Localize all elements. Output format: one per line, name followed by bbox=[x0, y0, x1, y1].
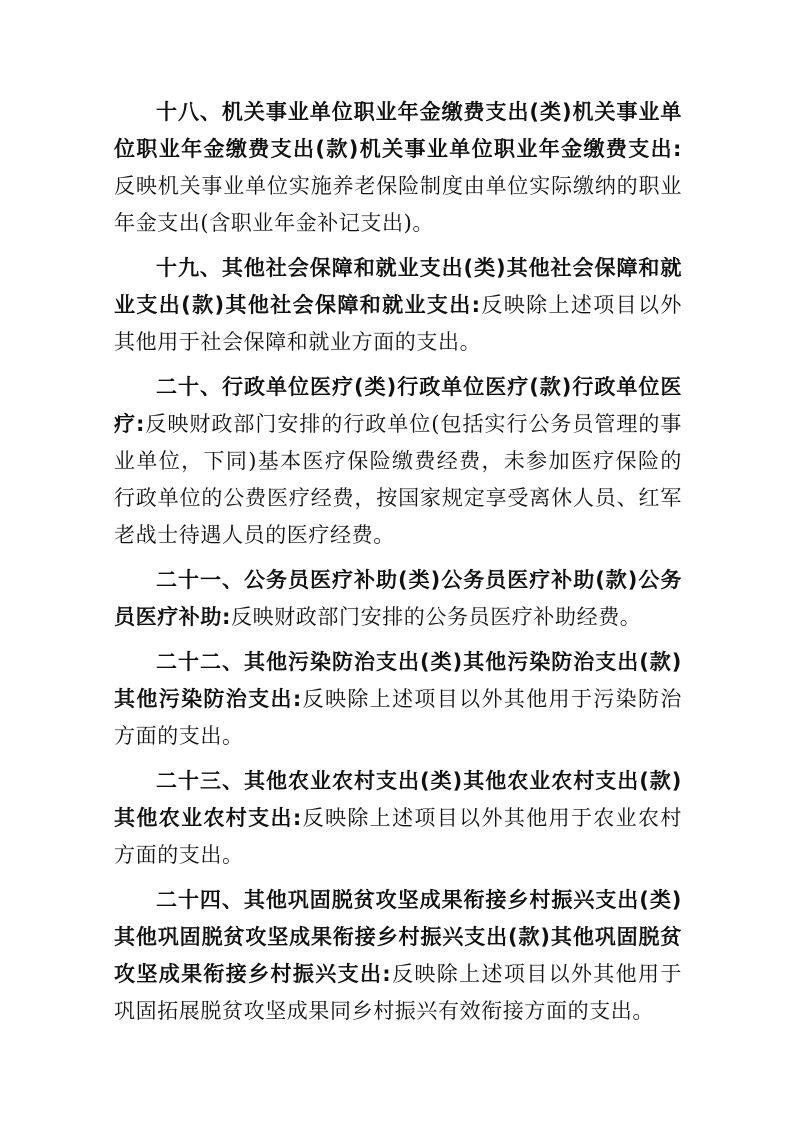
paragraph-text: 反映财政部门安排的公务员医疗补助经费。 bbox=[231, 605, 642, 629]
paragraph-text: 反映除上述项目以外其他用于农业农村方面的支出。 bbox=[114, 806, 682, 867]
paragraph-item-20 bbox=[114, 369, 682, 554]
paragraph-item-18 bbox=[114, 94, 682, 242]
paragraph-item-19 bbox=[114, 250, 682, 361]
paragraph-text: 反映除上述项目以外其他用于污染防治方面的支出。 bbox=[114, 687, 682, 748]
paragraph-heading: 十八、机关事业单位职业年金缴费支出(类)机关事业单位职业年金缴费支出(款)机关事业单位职业年金缴费支出: bbox=[114, 100, 682, 161]
paragraph-text: 反映机关事业单位实施养老保险制度由单位实际缴纳的职业年金支出(含职业年金补记支出)。 bbox=[114, 174, 682, 235]
paragraph-text: 反映财政部门安排的行政单位(包括实行公务员管理的事业单位，下同)基本医疗保险缴费经费，未参加医疗保险的行政单位的公费医疗经费，按国家规定享受离休人员、红军老战士待遇人员的医疗经费。 bbox=[114, 412, 682, 547]
paragraph-text: 反映除上述项目以外其他用于巩固拓展脱贫攻坚成果同乡村振兴有效衔接方面的支出。 bbox=[114, 962, 682, 1023]
paragraph-heading: 二十、行政单位医疗(类)行政单位医疗(款)行政单位医疗: bbox=[114, 375, 682, 436]
paragraph-heading: 十九、其他社会保障和就业支出(类)其他社会保障和就业支出(款)其他社会保障和就业支出: bbox=[114, 256, 682, 317]
paragraph-heading: 二十三、其他农业农村支出(类)其他农业农村支出(款)其他农业农村支出: bbox=[114, 769, 682, 830]
paragraph-heading: 二十四、其他巩固脱贫攻坚成果衔接乡村振兴支出(类)其他巩固脱贫攻坚成果衔接乡村振兴支出(款)其他巩固脱贫攻坚成果衔接乡村振兴支出: bbox=[114, 888, 682, 986]
paragraph-heading: 二十一、公务员医疗补助(类)公务员医疗补助(款)公务员医疗补助: bbox=[114, 568, 682, 629]
paragraph-item-21 bbox=[114, 562, 682, 636]
paragraph-item-24 bbox=[114, 882, 682, 1030]
paragraph-item-23 bbox=[114, 763, 682, 874]
document-body bbox=[114, 94, 682, 1038]
paragraph-text: 反映除上述项目以外其他用于社会保障和就业方面的支出。 bbox=[114, 293, 682, 354]
paragraph-heading: 二十二、其他污染防治支出(类)其他污染防治支出(款)其他污染防治支出: bbox=[114, 650, 682, 711]
paragraph-item-22 bbox=[114, 644, 682, 755]
